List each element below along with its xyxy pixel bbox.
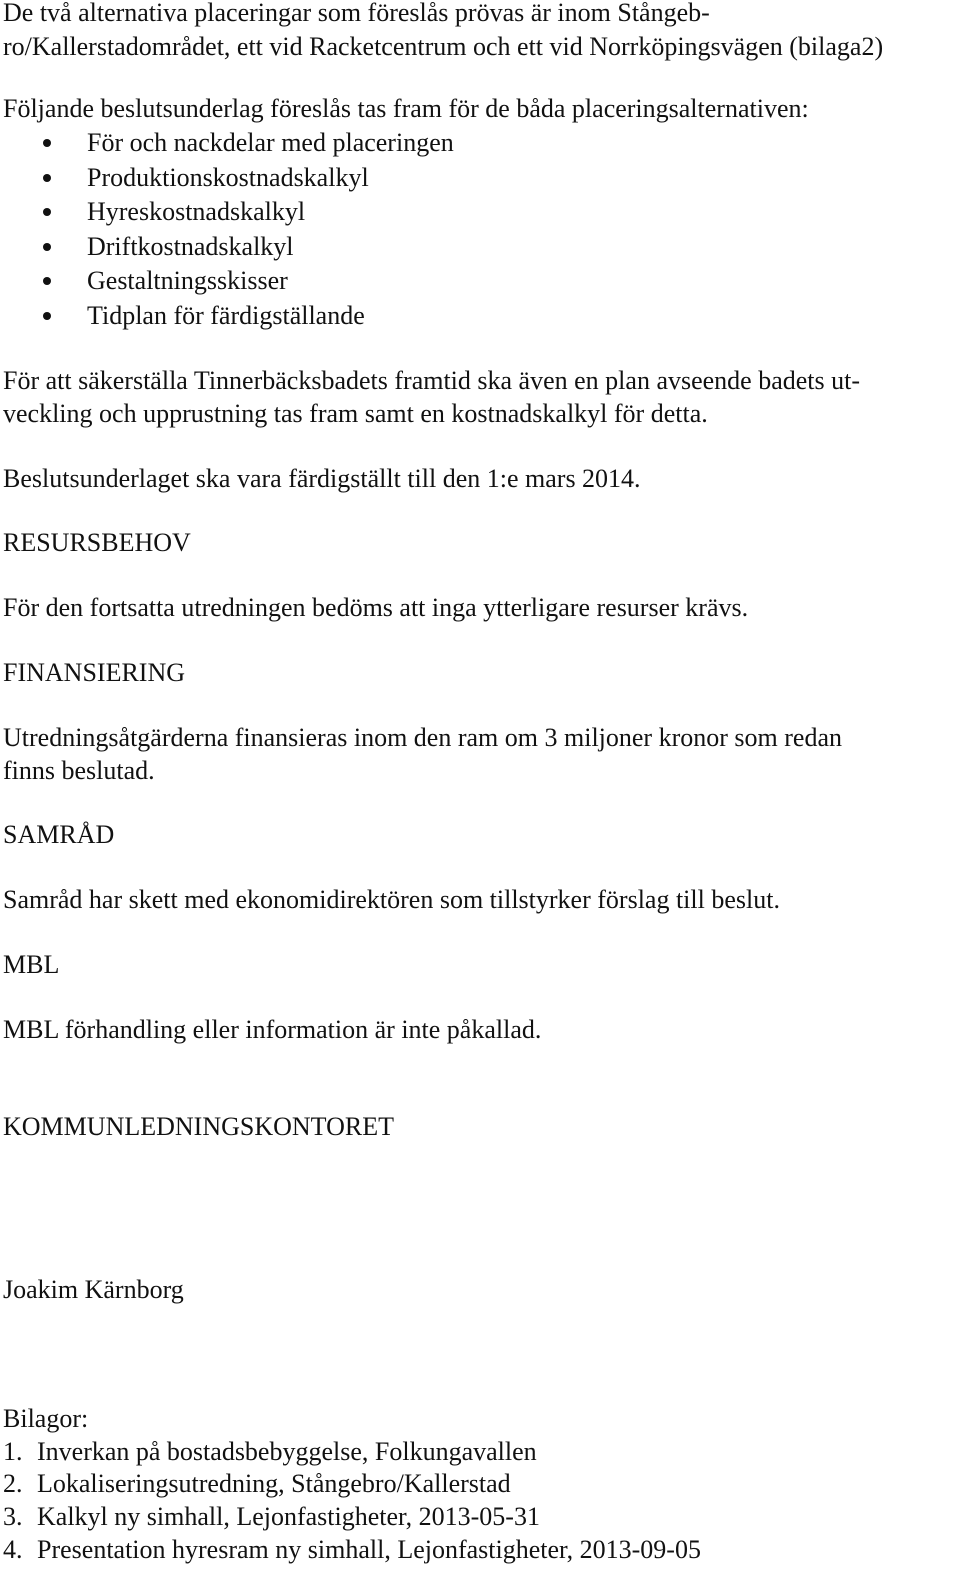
list-item: Tidplan för färdigställande [87,301,365,330]
bullet-icon [43,174,51,182]
attachment-number: 3. [3,1502,23,1531]
tinnerback-line-1: För att säkerställa Tinnerbäcksbadets framtid ska även en plan avseende badets ut- [3,366,861,395]
bullet-icon [43,312,51,320]
list-item: Driftkostnadskalkyl [87,232,294,261]
intro-line-2: ro/Kallerstadområdet, ett vid Racketcentrum och ett vid Norrköpingsvägen (bilaga2) [3,32,884,61]
attachment-number: 2. [3,1469,23,1498]
list-item: Gestaltningsskisser [87,266,288,295]
office-name: KOMMUNLEDNINGSKONTORET [3,1112,394,1141]
intro-line-1: De två alternativa placeringar som föreslås prövas är inom Stångeb- [3,0,710,27]
basis-lead: Följande beslutsunderlag föreslås tas fram för de båda placeringsalternativen: [3,94,809,123]
bullet-icon [43,243,51,251]
bullet-icon [43,277,51,285]
samrad-heading: SAMRÅD [3,820,115,849]
resursbehov-text: För den fortsatta utredningen bedöms att inga ytterligare resurser krävs. [3,593,749,622]
attachment-number: 4. [3,1535,23,1564]
tinnerback-line-2: veckling och upprustning tas fram samt en kostnadskalkyl för detta. [3,399,708,428]
attachment-number: 1. [3,1437,23,1466]
attachment-item: Presentation hyresram ny simhall, Lejonfastigheter, 2013-09-05 [37,1535,701,1564]
deadline-text: Beslutsunderlaget ska vara färdigställt till den 1:e mars 2014. [3,464,641,493]
mbl-text: MBL förhandling eller information är inte påkallad. [3,1015,542,1044]
mbl-heading: MBL [3,950,60,979]
finansiering-heading: FINANSIERING [3,658,185,687]
signatory-name: Joakim Kärnborg [3,1275,184,1304]
list-item: För och nackdelar med placeringen [87,128,454,157]
bullet-icon [43,208,51,216]
resursbehov-heading: RESURSBEHOV [3,528,191,557]
attachments-heading: Bilagor: [3,1404,89,1433]
attachment-item: Kalkyl ny simhall, Lejonfastigheter, 2013-05-31 [37,1502,540,1531]
finansiering-line-1: Utredningsåtgärderna finansieras inom den ram om 3 miljoner kronor som redan [3,723,842,752]
bullet-icon [43,139,51,147]
attachment-item: Inverkan på bostadsbebyggelse, Folkungavallen [37,1437,537,1466]
samrad-text: Samråd har skett med ekonomidirektören som tillstyrker förslag till beslut. [3,885,780,914]
finansiering-line-2: finns beslutad. [3,756,155,785]
attachment-item: Lokaliseringsutredning, Stångebro/Kallerstad [37,1469,511,1498]
list-item: Produktionskostnadskalkyl [87,163,369,192]
list-item: Hyreskostnadskalkyl [87,197,306,226]
